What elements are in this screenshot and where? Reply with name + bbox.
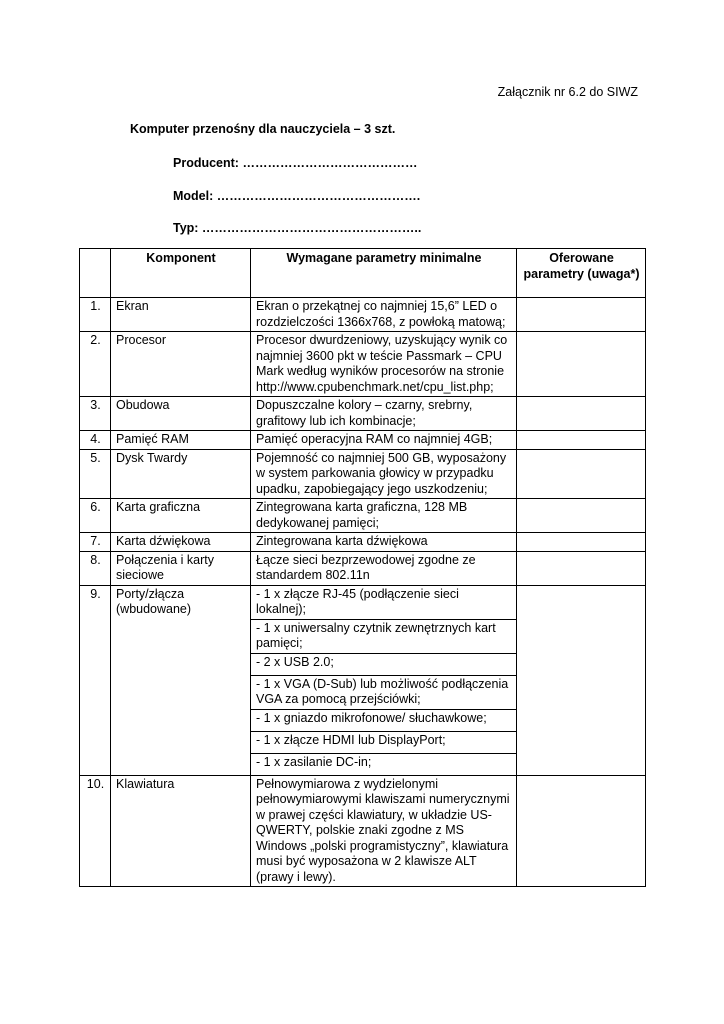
component-name: Karta graficzna (111, 499, 251, 533)
requirement-text: - 1 x VGA (D-Sub) lub możliwość podłączenia VGA za pomocą przejściówki; (251, 675, 517, 709)
offered-cell[interactable] (517, 397, 646, 431)
offered-cell[interactable] (517, 449, 646, 499)
table-row (80, 397, 646, 431)
requirement-text: Pamięć operacyjna RAM co najmniej 4GB; (251, 431, 517, 450)
requirement-text: Pojemność co najmniej 500 GB, wyposażony w system parkowania głowicy w przypadku upadku, zapobiegający jego uszkodzeniu; (251, 449, 517, 499)
requirement-text: Zintegrowana karta dźwiękowa (251, 533, 517, 552)
document-title: Komputer przenośny dla nauczyciela – 3 szt. (130, 122, 396, 136)
component-name: Porty/złącza (wbudowane) (111, 585, 251, 775)
column-header-number (80, 249, 111, 298)
table-row (80, 298, 646, 332)
row-number: 8. (80, 551, 111, 585)
row-number: 2. (80, 332, 111, 397)
requirement-text: - 1 x gniazdo mikrofonowe/ słuchawkowe; (251, 709, 517, 731)
table-row (80, 499, 646, 533)
producer-field: Producent: …………………………………… (173, 156, 418, 170)
annex-label: Załącznik nr 6.2 do SIWZ (497, 85, 638, 99)
column-header-offered: Oferowane parametry (uwaga*) (517, 249, 646, 298)
table-row (80, 449, 646, 499)
offered-cell[interactable] (517, 298, 646, 332)
offered-cell[interactable] (517, 775, 646, 887)
component-name: Pamięć RAM (111, 431, 251, 450)
column-header-component: Komponent (111, 249, 251, 298)
component-name: Klawiatura (111, 775, 251, 887)
component-name: Dysk Twardy (111, 449, 251, 499)
table-row (80, 551, 646, 585)
offered-cell[interactable] (517, 499, 646, 533)
requirement-text: Zintegrowana karta graficzna, 128 MB dedykowanej pamięci; (251, 499, 517, 533)
requirement-text: Dopuszczalne kolory – czarny, srebrny, grafitowy lub ich kombinacje; (251, 397, 517, 431)
row-number: 1. (80, 298, 111, 332)
component-name: Karta dźwiękowa (111, 533, 251, 552)
requirement-text: Procesor dwurdzeniowy, uzyskujący wynik co najmniej 3600 pkt w teście Passmark – CPU Mark według wyników procesorów na stronie http://www.cpubenchmark.net/cpu_list.php; (251, 332, 517, 397)
row-number: 10. (80, 775, 111, 887)
offered-cell[interactable] (517, 431, 646, 450)
component-name: Ekran (111, 298, 251, 332)
row-number: 6. (80, 499, 111, 533)
component-name: Połączenia i karty sieciowe (111, 551, 251, 585)
requirement-text: - 1 x uniwersalny czytnik zewnętrznych kart pamięci; (251, 619, 517, 653)
table-row (80, 775, 646, 887)
model-field: Model: …………………………………………. (173, 189, 421, 203)
requirement-text: - 1 x zasilanie DC-in; (251, 753, 517, 775)
table-row (80, 332, 646, 397)
requirement-text: - 1 x złącze RJ-45 (podłączenie sieci lokalnej); (251, 585, 517, 619)
requirement-text: Pełnowymiarowa z wydzielonymi pełnowymiarowymi klawiszami numerycznymi w prawej części klawiatury, w układzie US-QWERTY, polskie znaki zgodne z MS Windows „polski programistyczny”, klawiatura musi być wyposażona w 2 klawisze ALT (prawy i lewy). (251, 775, 517, 887)
specification-table (79, 248, 646, 887)
type-field: Typ: …………………………………………….. (173, 221, 422, 235)
component-name: Obudowa (111, 397, 251, 431)
table-row (80, 585, 646, 619)
requirement-text: - 2 x USB 2.0; (251, 653, 517, 675)
requirement-text: Łącze sieci bezprzewodowej zgodne ze standardem 802.11n (251, 551, 517, 585)
table-header-row (80, 249, 646, 298)
offered-cell[interactable] (517, 551, 646, 585)
row-number: 3. (80, 397, 111, 431)
row-number: 4. (80, 431, 111, 450)
row-number: 7. (80, 533, 111, 552)
table-row (80, 431, 646, 450)
requirement-text: Ekran o przekątnej co najmniej 15,6” LED o rozdzielczości 1366x768, z powłoką matową; (251, 298, 517, 332)
offered-cell[interactable] (517, 533, 646, 552)
component-name: Procesor (111, 332, 251, 397)
column-header-requirements: Wymagane parametry minimalne (251, 249, 517, 298)
offered-cell[interactable] (517, 332, 646, 397)
row-number: 9. (80, 585, 111, 775)
table-row (80, 533, 646, 552)
offered-cell[interactable] (517, 585, 646, 775)
row-number: 5. (80, 449, 111, 499)
requirement-text: - 1 x złącze HDMI lub DisplayPort; (251, 731, 517, 753)
